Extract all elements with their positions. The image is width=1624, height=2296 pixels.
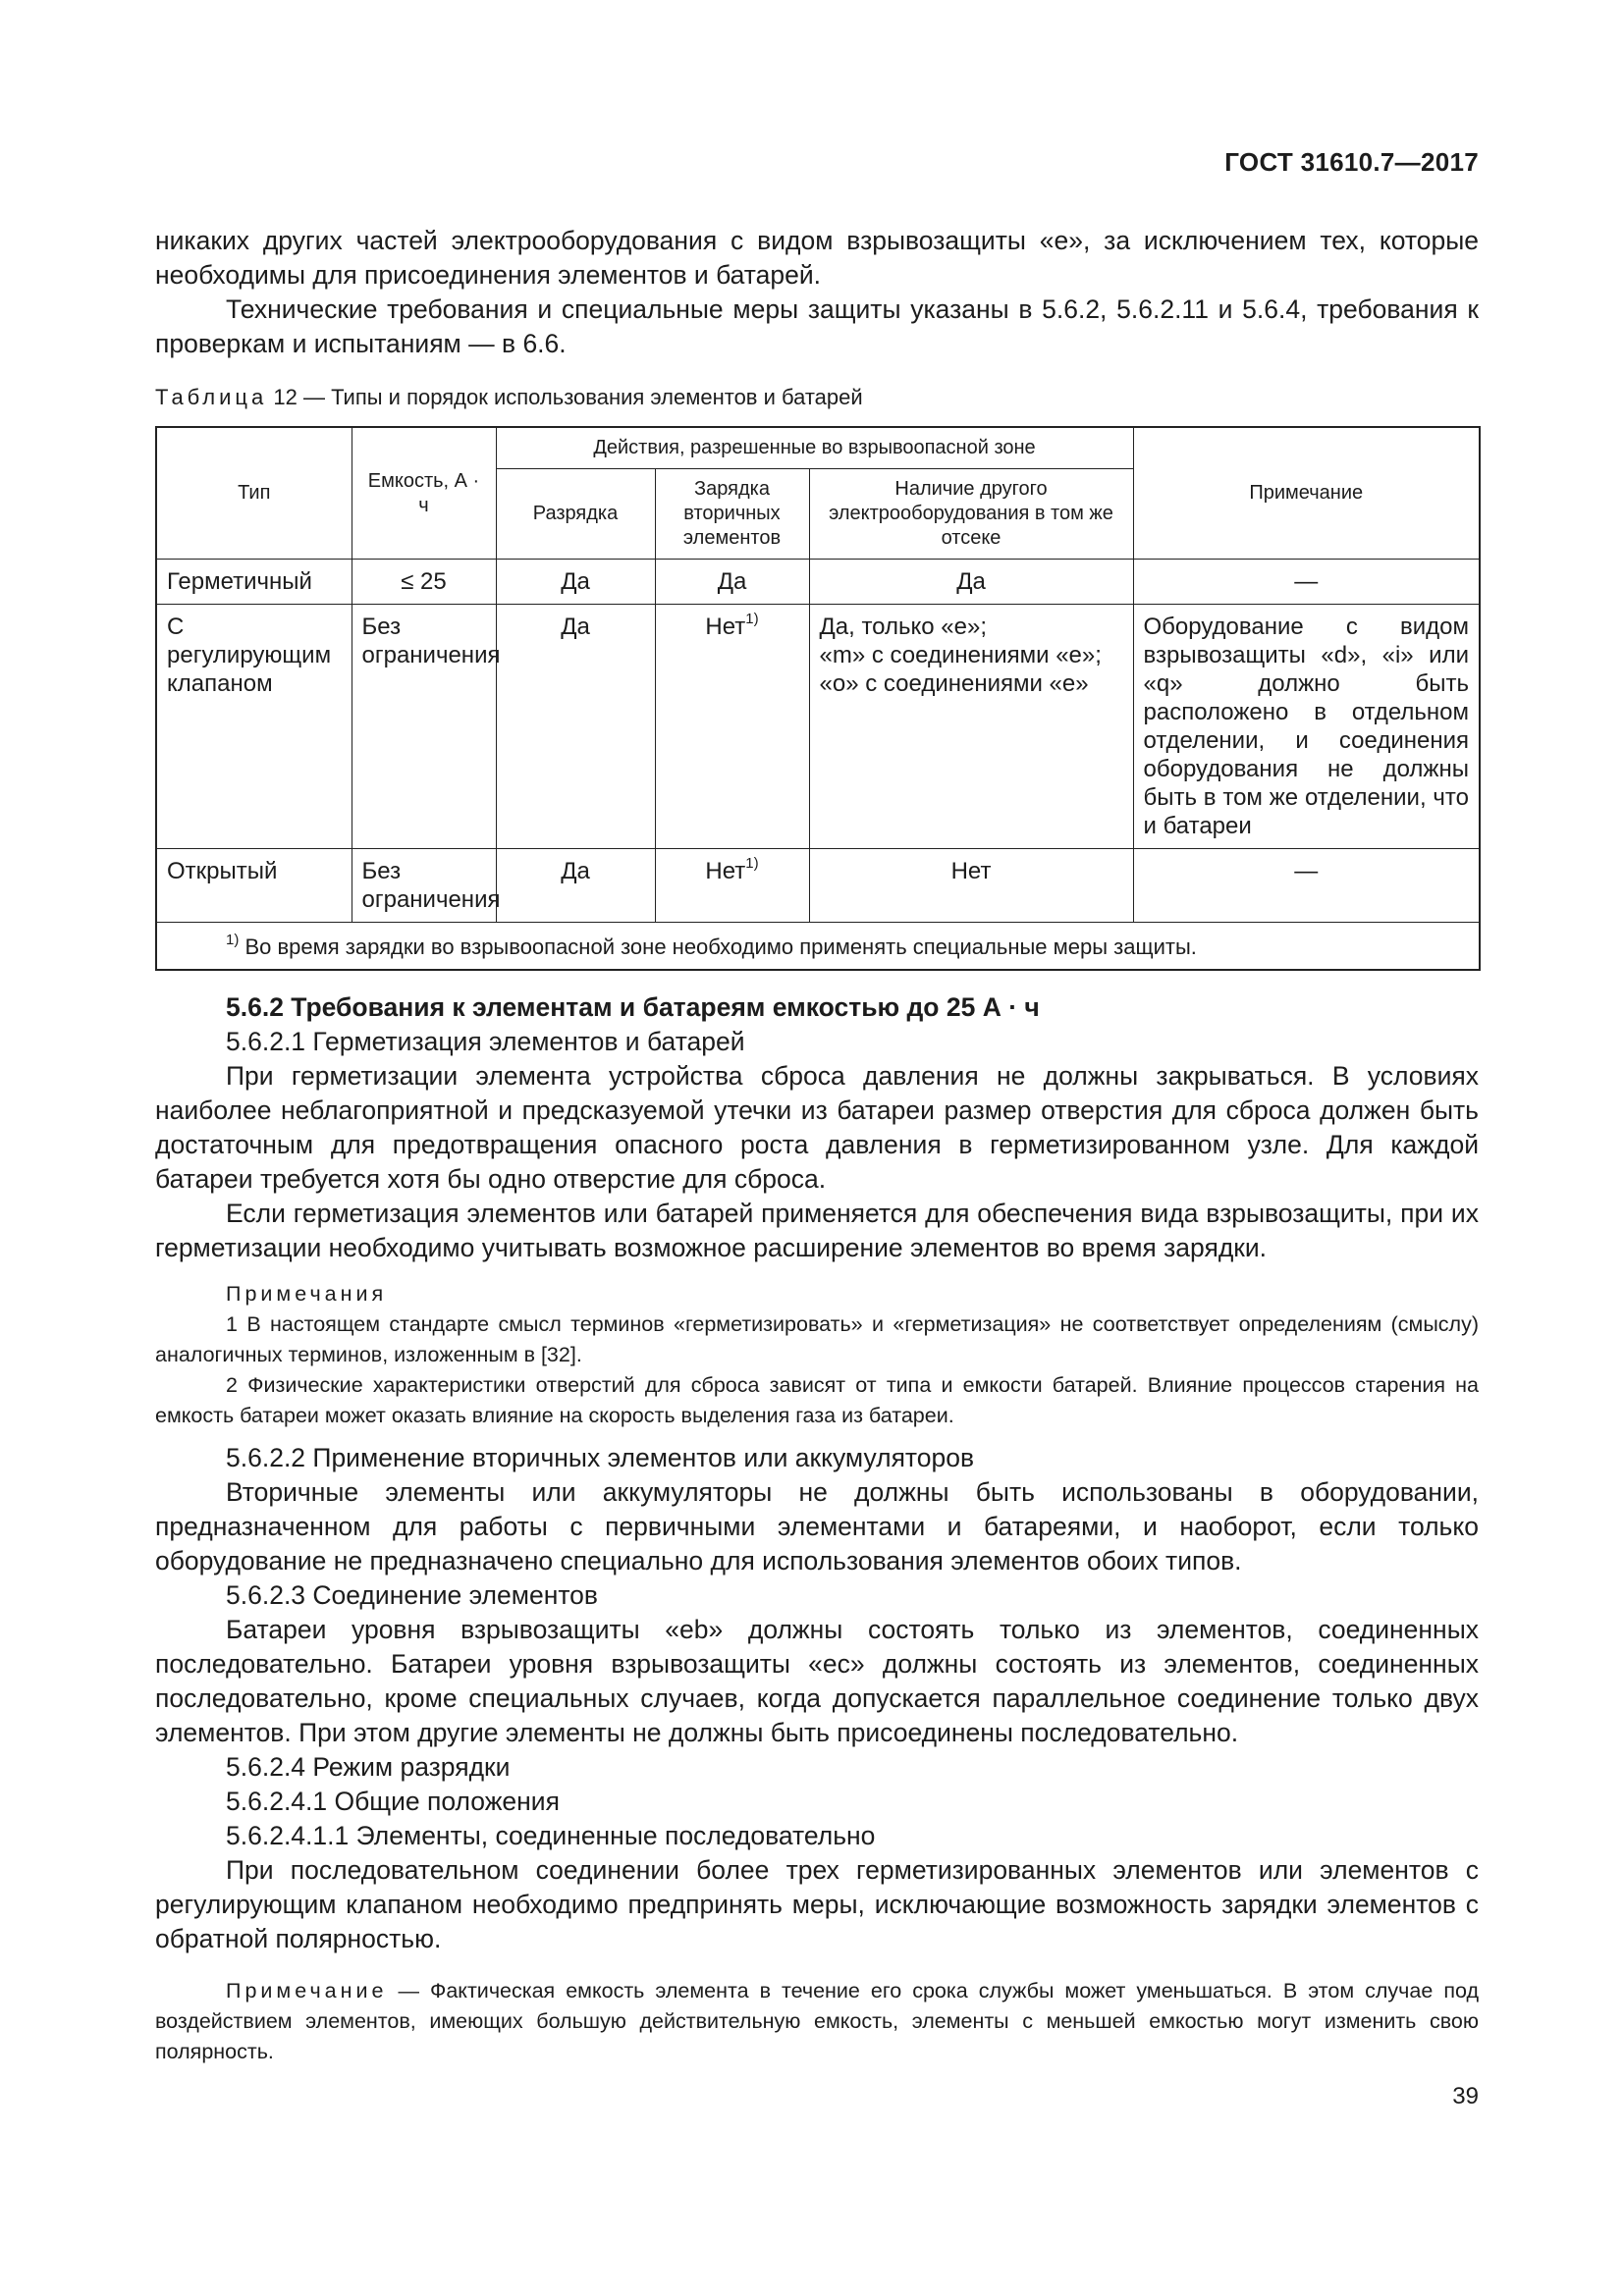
cell-note: — bbox=[1133, 849, 1480, 923]
table-footnote bbox=[156, 923, 1480, 971]
cell-type: Герметичный bbox=[156, 560, 352, 605]
battery-types-table bbox=[155, 426, 1481, 971]
body-paragraph: Если герметизация элементов или батарей применяется для обеспечения вида взрывозащиты, при их герметизации необходимо учитывать возможное расширение элементов во время зарядки. bbox=[155, 1199, 1479, 1262]
cell-other-equipment-line: Да bbox=[956, 568, 986, 595]
table-row bbox=[156, 849, 1480, 923]
subsection-title: 5.6.2.1 Герметизация элементов и батарей bbox=[226, 1027, 745, 1056]
subsection-title: 5.6.2.2 Применение вторичных элементов или аккумуляторов bbox=[226, 1443, 975, 1472]
page-number: 39 bbox=[1452, 2083, 1479, 2109]
final-note-text: — Фактическая емкость элемента в течение его срока службы может уменьшаться. В этом случае под воздействием элементов, имеющих большую действительную емкость, элементы с меньшей емкостью могут изменить свою полярность. bbox=[155, 1979, 1479, 2063]
subsection-title: 5.6.2.3 Соединение элементов bbox=[226, 1580, 598, 1610]
notes-title: Примечания bbox=[226, 1282, 388, 1306]
cell-other-equipment bbox=[809, 560, 1133, 605]
table-row bbox=[156, 560, 1480, 605]
cell-capacity: Без ограничения bbox=[352, 605, 496, 849]
section-heading: 5.6.2 Требования к элементам и батареям емкостью до 25 А · ч bbox=[226, 992, 1040, 1022]
cell-other-equipment-line: «m» с соединениями «е»; bbox=[819, 642, 1102, 668]
cell-capacity: Без ограничения bbox=[352, 849, 496, 923]
intro-paragraph-requirements: Технические требования и специальные меры защиты указаны в 5.6.2, 5.6.2.11 и 5.6.4, требования к проверкам и испытаниям — в 6.6. bbox=[155, 294, 1479, 358]
header-type: Тип bbox=[156, 427, 352, 560]
body-paragraph: При последовательном соединении более трех герметизированных элементов или элементов с регулирующим клапаном необходимо предпринять меры, исключающие возможность зарядки элементов с обратной полярностью. bbox=[155, 1855, 1479, 1953]
cell-other-equipment-line: «о» с соединениями «е» bbox=[819, 670, 1089, 697]
cell-note: Оборудование с видом взрывозащиты «d», «i» или «q» должно быть расположено в отдельном отделении, и соединения оборудования не должны быть в том же отделении, что и батареи bbox=[1133, 605, 1480, 849]
table-header-row-1 bbox=[156, 427, 1480, 469]
note-item: 2 Физические характеристики отверстий для сброса зависят от типа и емкости батарей. Влияние процессов старения на емкость батареи может оказать влияние на скорость выделения газа из батареи. bbox=[155, 1373, 1479, 1427]
subsection-title: 5.6.2.4.1.1 Элементы, соединенные последовательно bbox=[226, 1821, 876, 1850]
table-footnote-mark: 1) bbox=[226, 931, 240, 948]
cell-discharge: Да bbox=[496, 560, 655, 605]
cell-note: — bbox=[1133, 560, 1480, 605]
cell-other-equipment bbox=[809, 605, 1133, 849]
header-charge: Зарядка вторичных элементов bbox=[655, 469, 809, 560]
body-paragraph: Вторичные элементы или аккумуляторы не должны быть использованы в оборудовании, предназначенном для работы с первичными элементами и батареями, и наоборот, если только оборудование не предназначено специально для использования элементов обоих типов. bbox=[155, 1477, 1479, 1575]
cell-charge bbox=[655, 560, 809, 605]
intro-paragraph-continuation: никаких других частей электрооборудования с видом взрывозащиты «е», за исключением тех, которые необходимы для присоединения элементов и батарей. bbox=[155, 226, 1479, 290]
cell-charge bbox=[655, 605, 809, 849]
header-note: Примечание bbox=[1133, 427, 1480, 560]
header-discharge: Разрядка bbox=[496, 469, 655, 560]
table-caption-text: 12 — Типы и порядок использования элементов и батарей bbox=[273, 385, 863, 409]
cell-discharge: Да bbox=[496, 605, 655, 849]
footnote-marker: 1) bbox=[745, 855, 759, 872]
footnote-marker: 1) bbox=[745, 611, 759, 627]
cell-capacity: ≤ 25 bbox=[352, 560, 496, 605]
final-note bbox=[155, 1976, 1479, 2067]
notes-block bbox=[155, 1279, 1479, 1431]
final-note-label: Примечание bbox=[226, 1979, 388, 2002]
table-row bbox=[156, 605, 1480, 849]
body-paragraph: Батареи уровня взрывозащиты «eb» должны состоять только из элементов, соединенных последовательно. Батареи уровня взрывозащиты «ec» должны состоять из элементов, соединенных последовательно, кроме специальных случаев, когда допускается параллельное соединение только двух элементов. При этом другие элементы не должны быть присоединены последовательно. bbox=[155, 1615, 1479, 1747]
body-paragraph: При герметизации элемента устройства сброса давления не должны закрываться. В условиях наиболее неблагоприятной и предсказуемой утечки из батареи размер отверстия для сброса должен быть достаточным для предотвращения опасного роста давления в герметизированном узле. Для каждой батареи требуется хотя бы одно отверстие для сброса. bbox=[155, 1061, 1479, 1194]
cell-charge bbox=[655, 849, 809, 923]
cell-discharge: Да bbox=[496, 849, 655, 923]
cell-type: Открытый bbox=[156, 849, 352, 923]
cell-charge-value: Нет bbox=[705, 614, 746, 640]
cell-other-equipment-line: Да, только «е»; bbox=[819, 614, 987, 640]
page-content bbox=[155, 224, 1479, 2067]
header-other-equipment: Наличие другого электрооборудования в том же отсеке bbox=[809, 469, 1133, 560]
table-footnote-row bbox=[156, 923, 1480, 971]
table-caption-label: Таблица bbox=[155, 385, 268, 409]
header-actions-group: Действия, разрешенные во взрывоопасной зоне bbox=[496, 427, 1133, 469]
note-item: 1 В настоящем стандарте смысл терминов «герметизировать» и «герметизация» не соответствует определениям (смыслу) аналогичных терминов, изложенным в [32]. bbox=[155, 1312, 1479, 1366]
cell-charge-value: Нет bbox=[705, 858, 746, 884]
subsection-title: 5.6.2.4.1 Общие положения bbox=[226, 1787, 560, 1816]
table-caption bbox=[155, 383, 1479, 412]
cell-other-equipment bbox=[809, 849, 1133, 923]
cell-other-equipment-line: Нет bbox=[950, 858, 992, 884]
cell-type: С регулирующим клапаном bbox=[156, 605, 352, 849]
subsection-title: 5.6.2.4 Режим разрядки bbox=[226, 1752, 511, 1782]
header-capacity: Емкость, А · ч bbox=[352, 427, 496, 560]
document-header: ГОСТ 31610.7—2017 bbox=[1224, 147, 1479, 177]
table-footnote-text: Во время зарядки во взрывоопасной зоне необходимо применять специальные меры защиты. bbox=[244, 934, 1197, 959]
cell-charge-value: Да bbox=[717, 568, 747, 595]
